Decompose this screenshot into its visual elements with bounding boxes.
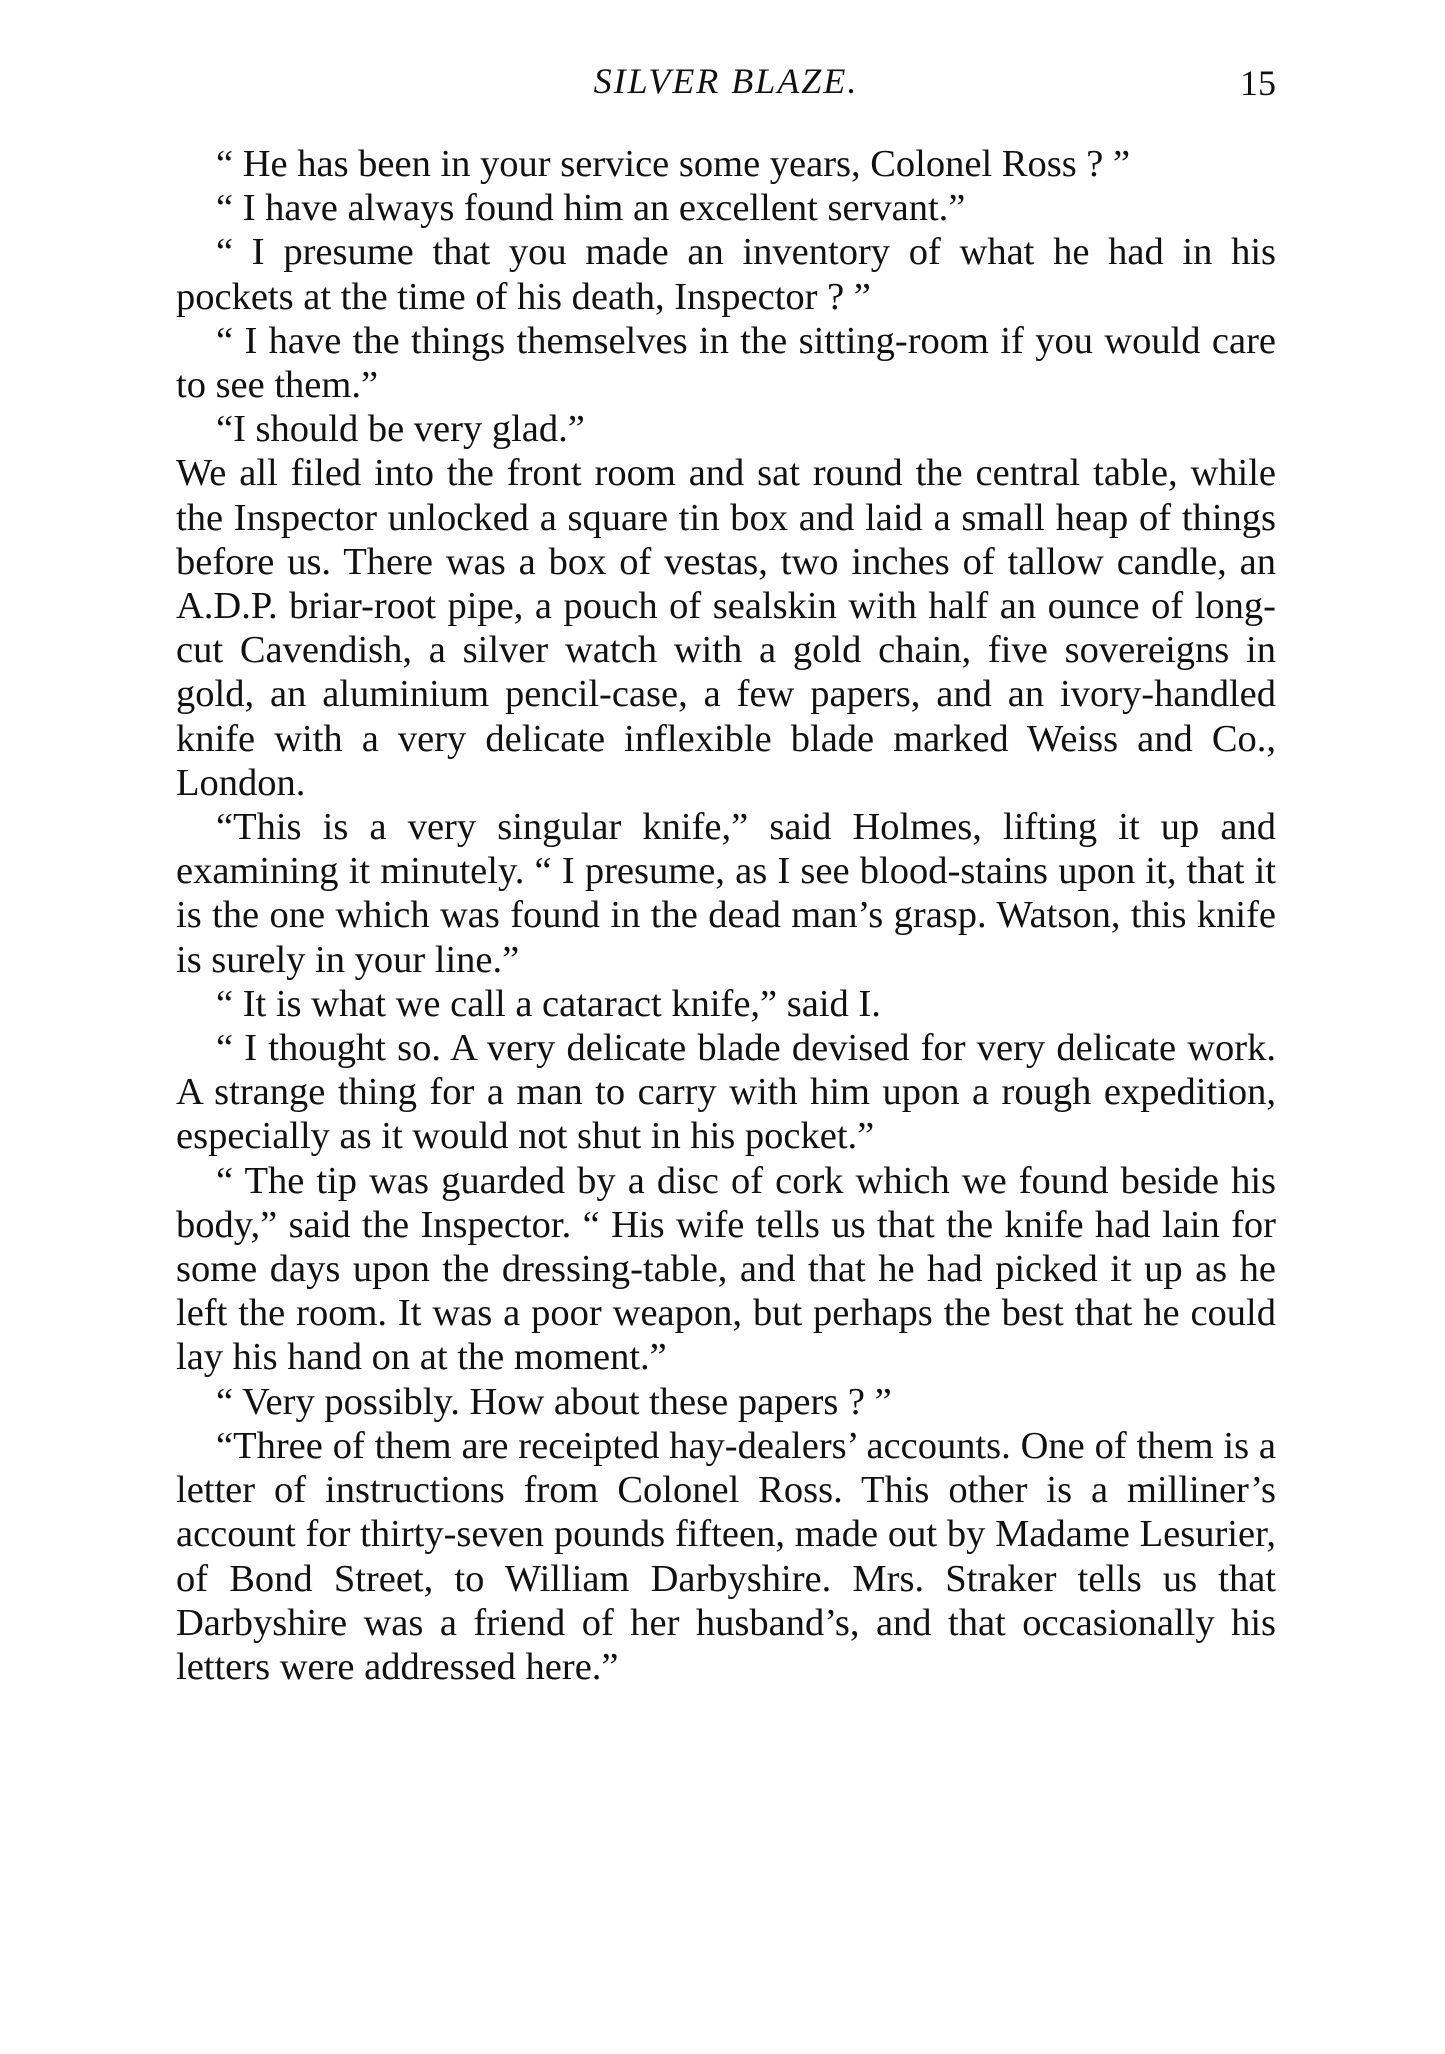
body-text bbox=[176, 142, 1276, 1689]
paragraph: “ I thought so. A very delicate blade devised for very delicate work. A strange thing for a man to carry with him upon a rough expedition, especially as it would not shut in his pocket.” bbox=[176, 1027, 1276, 1158]
paragraph: “ I presume that you made an inventory of what he had in his pockets at the time of his death, Inspector ? ” bbox=[176, 231, 1276, 318]
paragraph: “ Very possibly. How about these papers ? ” bbox=[216, 1380, 892, 1423]
page-number: 15 bbox=[1240, 63, 1276, 103]
paragraph: “This is a very singular knife,” said Holmes, lifting it up and examining it minutely. “ I presume, as I see blood-stains upon it, that it is the one which was found in the dead man’s grasp. Watson, this knife is surely in your line.” bbox=[176, 806, 1276, 981]
running-head bbox=[176, 52, 1276, 112]
book-page bbox=[176, 52, 1276, 1689]
paragraph: “I should be very glad.” bbox=[216, 408, 585, 451]
paragraph: “ I have the things themselves in the sitting-room if you would care to see them.” bbox=[176, 319, 1276, 407]
paragraph: “ The tip was guarded by a disc of cork which we found beside his body,” said the Inspector. “ His wife tells us that the knife had lain for some days upon the dressing-table, and that he had picked it up as he left the room. It was a poor weapon, but perhaps the best that he could lay his hand on at the moment.” bbox=[176, 1159, 1276, 1379]
paragraph: “Three of them are receipted hay-dealers’ accounts. One of them is a letter of instructions from Colonel Ross. This other is a milliner’s account for thirty-seven pounds fifteen, made out by Madame Lesurier, of Bond Street, to William Darbyshire. Mrs. Straker tells us that Darbyshire was a friend of her husband’s, and that occasionally his letters were addressed here.” bbox=[176, 1424, 1276, 1688]
paragraph: “ He has been in your service some years, Colonel Ross ? ” bbox=[216, 143, 1131, 185]
paragraph: We all filed into the front room and sat round the central table, while the Inspector unlocked a square tin box and laid a small heap of things before us. There was a box of vestas, two inches of tallow candle, an A.D.P. briar-root pipe, a pouch of sealskin with half an ounce of long-cut Cavendish, a silver watch with a gold chain, five sovereigns in gold, an aluminium pencil-case, a few papers, and an ivory-handled knife with a very delicate inflexible blade marked Weiss and Co., London. bbox=[176, 452, 1276, 804]
paragraph: “ I have always found him an excellent servant.” bbox=[216, 187, 966, 230]
paragraph: “ It is what we call a cataract knife,” said I. bbox=[216, 982, 881, 1025]
running-title: SILVER BLAZE. bbox=[593, 61, 859, 101]
